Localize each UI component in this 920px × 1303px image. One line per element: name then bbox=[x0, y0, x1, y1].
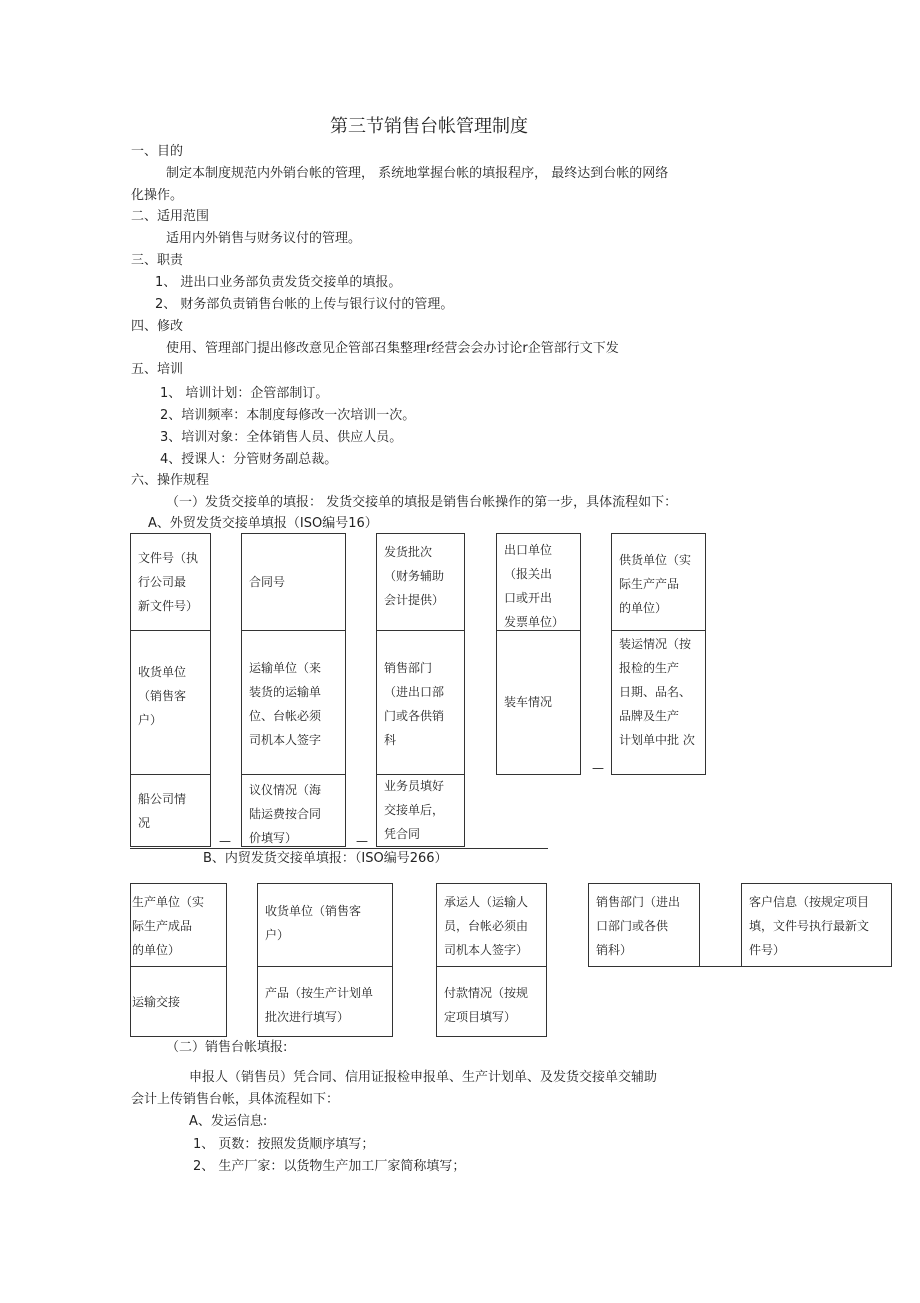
table-a-cell-loading: 装车情况 bbox=[504, 695, 553, 709]
section-heading-training: 五、培训 bbox=[131, 362, 184, 377]
training-item-2: 2、培训频率：本制度每修改一次培训一次。 bbox=[160, 408, 416, 423]
table-b-cell-product: 产品（按生产计划单 批次进行填写） bbox=[265, 986, 374, 1024]
table-a-bottom-line bbox=[130, 848, 548, 849]
training-item-1: 1、 培训计划：企管部制订。 bbox=[160, 386, 329, 401]
table-b-cell-payment: 付款情况（按规 定项目填写） bbox=[444, 986, 529, 1024]
section-heading-revision: 四、修改 bbox=[131, 319, 184, 334]
section-heading-procedure: 六、操作规程 bbox=[131, 473, 210, 488]
table-b-cell-customer-info: 客户信息（按规定项目 填，文件号执行最新文 件号） bbox=[749, 895, 870, 957]
section-heading-purpose: 一、目的 bbox=[131, 144, 184, 159]
table-b-cell-sales-dept: 销售部门（进出 口部门或各供 销科） bbox=[596, 895, 681, 957]
table-a-cell-shipment: 装运情况（按 报检的生产 日期、品名、 品牌及生产 计划单中批 次 bbox=[619, 637, 695, 747]
table-b-cell-transport: 运输交接 bbox=[132, 995, 181, 1009]
page-title: 第三节销售台帐管理制度 bbox=[330, 116, 528, 137]
table-a-cell-salesperson: 业务员填好 交接单后， 凭合同 bbox=[384, 779, 445, 841]
paragraph-purpose-line1: 制定本制度规范内外销台帐的管理， 系统地掌握台帐的填报程序， 最终达到台帐的网络 bbox=[166, 166, 669, 181]
table-a-dash: — bbox=[219, 834, 231, 848]
subsection-shipping-info: A、发运信息: bbox=[189, 1114, 268, 1129]
section-heading-scope: 二、适用范围 bbox=[131, 209, 210, 224]
paragraph-ledger-line2: 会计上传销售台帐，具体流程如下： bbox=[131, 1092, 340, 1107]
table-b-cell-receiver: 收货单位（销售客 户） bbox=[265, 904, 362, 942]
table-a-cell-file-no: 文件号（执 行公司最 新文件号） bbox=[138, 551, 199, 613]
subsection-domestic-trade: B、内贸发货交接单填报：（ISO编号266） bbox=[203, 851, 448, 866]
section-heading-duties: 三、职责 bbox=[131, 253, 184, 268]
table-a-cell-batch: 发货批次 （财务辅助 会计提供） bbox=[384, 545, 445, 607]
subsection-ledger-fill: （二）销售台帐填报: bbox=[166, 1040, 288, 1055]
training-item-4: 4、授课人：分管财务副总裁。 bbox=[160, 452, 338, 467]
paragraph-scope: 适用内外销售与财务议付的管理。 bbox=[166, 231, 362, 246]
table-a-cell-negotiation: 议仪情况（海 陆运费按合同 价填写） bbox=[249, 783, 322, 845]
table-a-dash: — bbox=[356, 834, 368, 848]
table-b-cell-producer: 生产单位（实 际生产成品 的单位） bbox=[132, 895, 205, 957]
shipping-info-item-1: 1、 页数：按照发货顺序填写； bbox=[193, 1137, 375, 1152]
shipping-info-item-2: 2、 生产厂家：以货物生产加工厂家简称填写； bbox=[193, 1159, 466, 1174]
paragraph-ledger-line1: 申报人（销售员）凭合同、信用证报检申报单、生产计划单、及发货交接单交辅助 bbox=[189, 1070, 658, 1085]
subsection-foreign-trade: A、外贸发货交接单填报（ISO编号16） bbox=[148, 516, 378, 531]
training-item-3: 3、培训对象：全体销售人员、供应人员。 bbox=[160, 430, 403, 445]
table-a-dash: — bbox=[592, 761, 604, 775]
table-a-cell-sales-dept: 销售部门 （进出口部 门或各供销 科 bbox=[384, 661, 445, 747]
table-a-cell-export-unit: 出口单位 （报关出 口或开出 发票单位） bbox=[504, 543, 565, 629]
duty-item-2: 2、 财务部负责销售台帐的上传与银行议付的管理。 bbox=[155, 297, 454, 312]
table-a-cell-contract-no: 合同号 bbox=[249, 575, 286, 589]
table-a-cell-supplier: 供货单位（实 际生产产品 的单位） bbox=[619, 553, 692, 615]
table-b-cell-carrier: 承运人（运输人 员，台帐必须由 司机本人签字） bbox=[444, 895, 529, 957]
paragraph-revision: 使用、管理部门提出修改意见企管部召集整理r经营会会办讨论r企管部行文下发 bbox=[166, 341, 619, 356]
paragraph-purpose-line2: 化操作。 bbox=[131, 188, 184, 203]
duty-item-1: 1、 进出口业务部负责发货交接单的填报。 bbox=[155, 275, 402, 290]
table-b-connector bbox=[700, 966, 741, 967]
table-a-cell-shipping-company: 船公司情 况 bbox=[138, 792, 187, 830]
subsection-delivery-form: （一）发货交接单的填报： 发货交接单的填报是销售台帐操作的第一步，具体流程如下： bbox=[166, 495, 678, 510]
table-a-cell-transport: 运输单位（来 装货的运输单 位、台帐必须 司机本人签字 bbox=[249, 661, 322, 747]
table-a-cell-receiver: 收货单位 （销售客 户） bbox=[138, 665, 187, 727]
